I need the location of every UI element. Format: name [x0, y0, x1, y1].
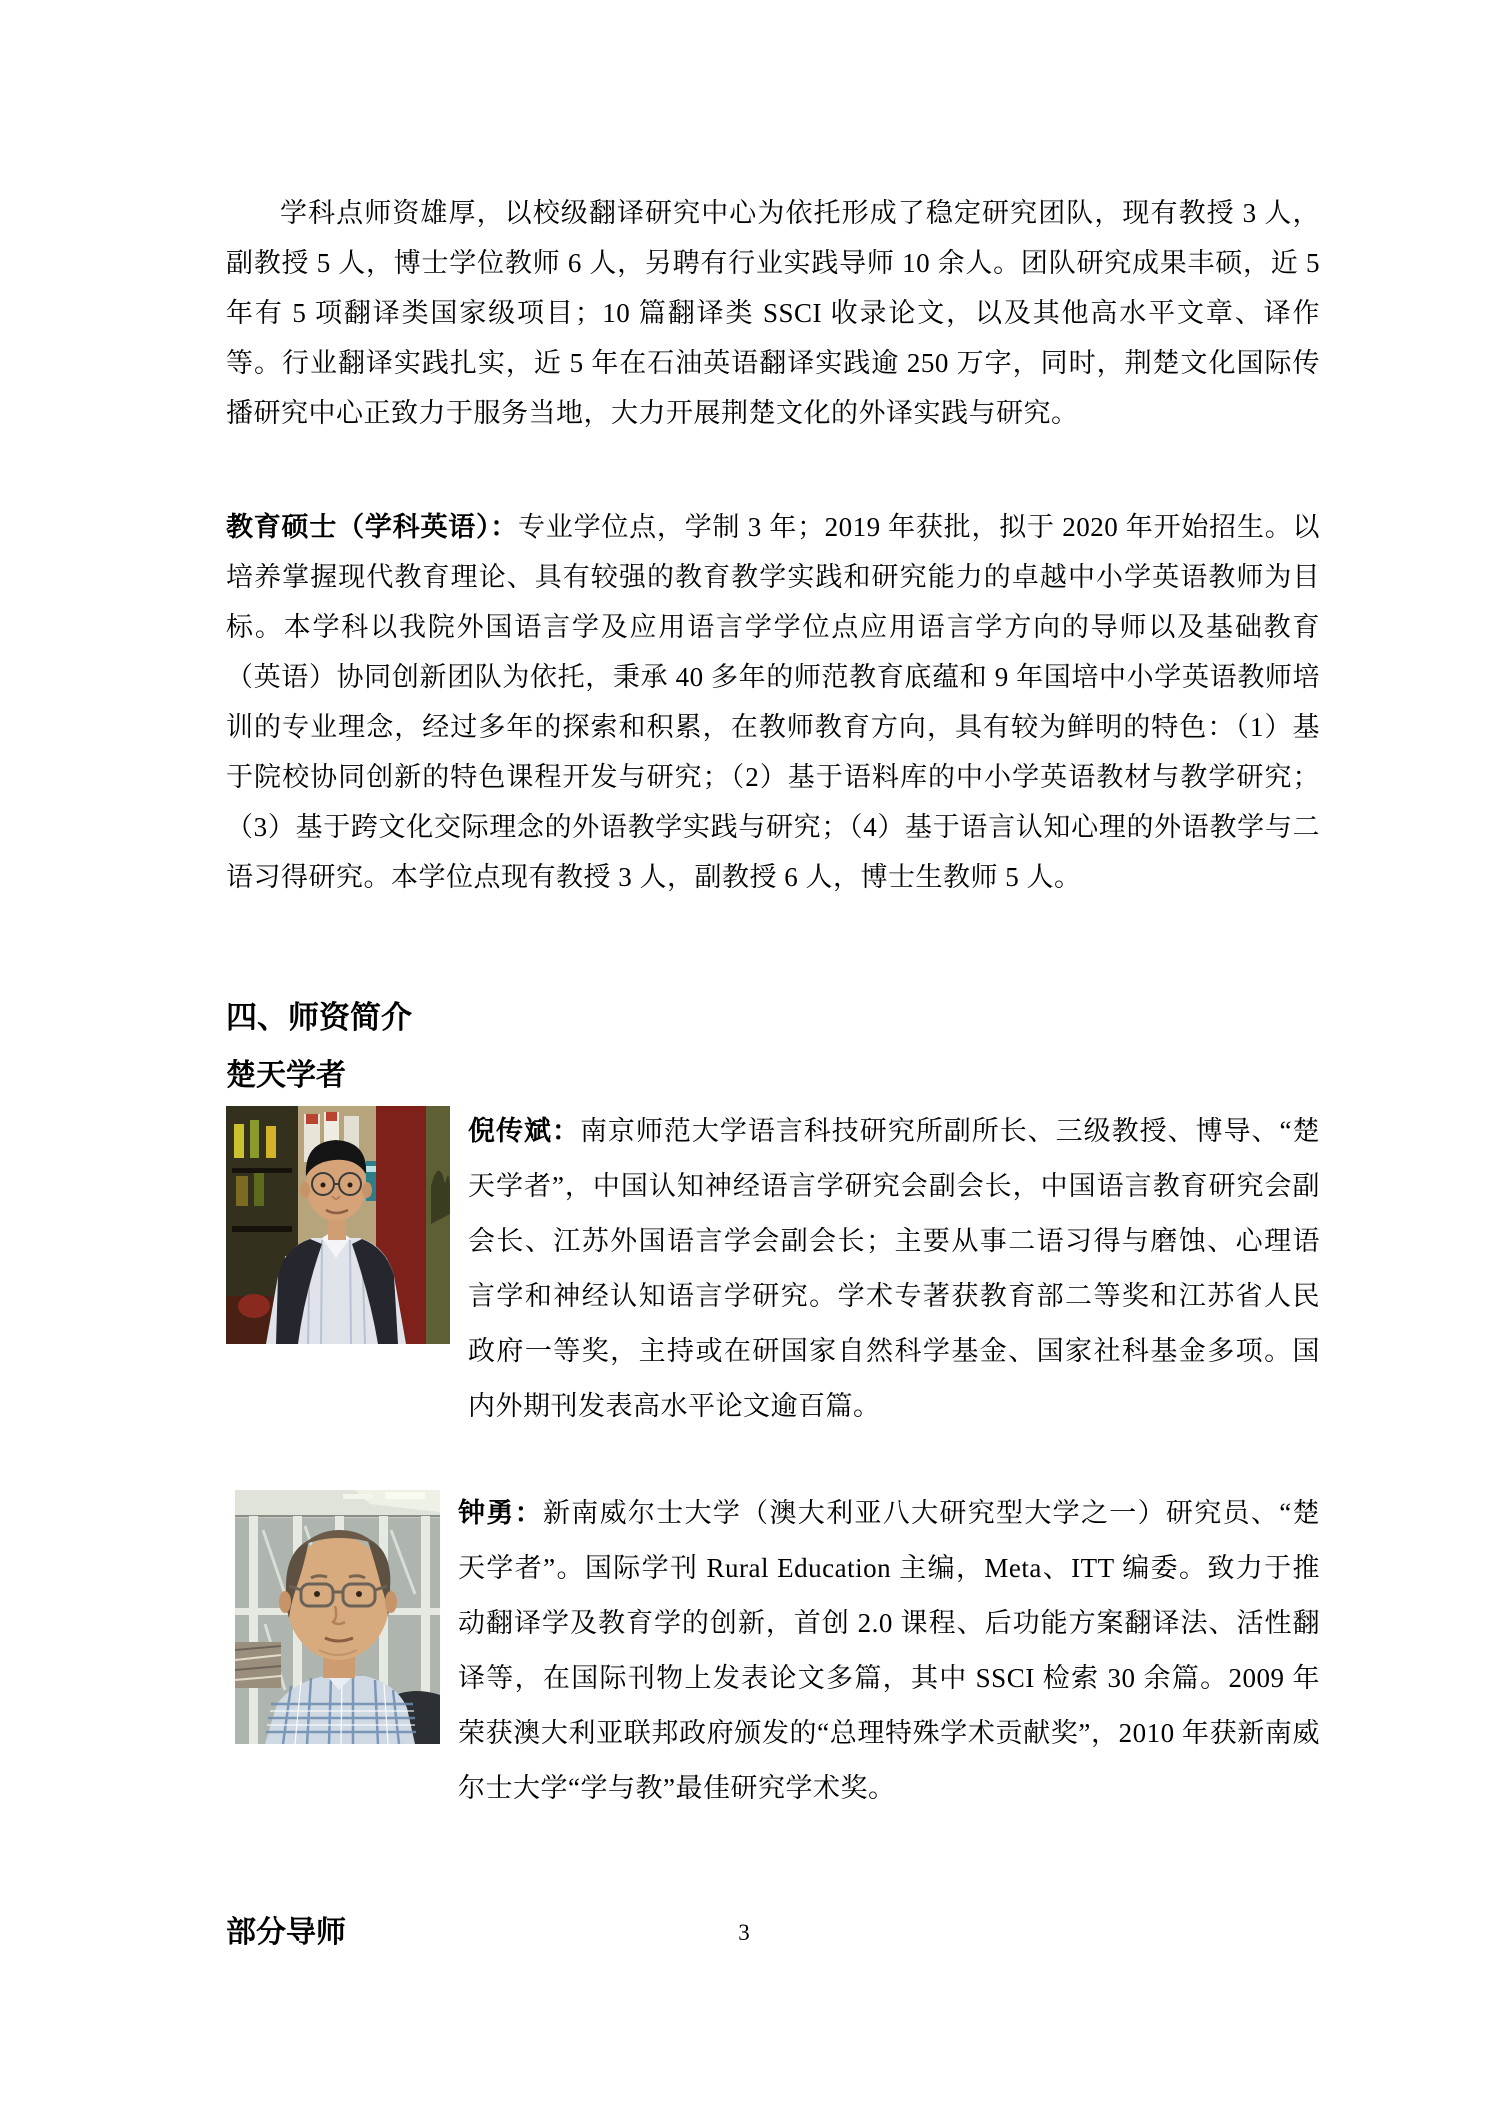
bio-text: [458, 1486, 1320, 1816]
bio-name-bold: 钟勇：: [458, 1498, 543, 1528]
bio-name-bold: 倪传斌：: [468, 1116, 580, 1146]
subsection-title-partial-mentors: 部分导师: [226, 1916, 346, 1949]
subsection-title-chutian-scholars: 楚天学者: [226, 1059, 346, 1092]
page-number: 3: [738, 1920, 750, 1945]
zhong-yong-photo: [235, 1490, 440, 1744]
bio-text: [468, 1104, 1320, 1434]
bio-zhong-yong: [226, 1486, 1320, 1816]
bio-body-text: 南京师范大学语言科技研究所副所长、三级教授、博导、“楚天学者”，中国认知神经语言学研究会副会长，中国语言教育研究会副会长、江苏外国语言学会副会长；主要从事二语习得与磨蚀、心理语言学和神经认知语言学研究。学术专著获教育部二等奖和江苏省人民政府一等奖，主持或在研国家自然科学基金、国家社科基金多项。国内外期刊发表高水平论文逾百篇。: [468, 1116, 1321, 1421]
bio-ni-chuanbin: [226, 1104, 1320, 1434]
bio-body-text: 新南威尔士大学（澳大利亚八大研究型大学之一）研究员、“楚天学者”。国际学刊 Rural Education 主编，Meta、ITT 编委。致力于推动翻译学及教育学的创新，首创 2.0 课程、后功能方案翻译法、活性翻译等，在国际刊物上发表论文多篇，其中 SSCI 检索 30 余篇。2009 年荣获澳大利亚联邦政府颁发的“总理特殊学术贡献奖”，2010 年获新南威尔士大学“学与教”最佳研究学术奖。: [458, 1498, 1320, 1803]
ni-chuanbin-photo: [226, 1106, 450, 1344]
page-content: [226, 0, 1320, 1954]
section-title-faculty-intro: 四、师资简介: [226, 1000, 412, 1035]
paragraph-text: 专业学位点，学制 3 年；2019 年获批，拟于 2020 年开始招生。以培养掌握现代教育理论、具有较强的教育教学实践和研究能力的卓越中小学英语教师为目标。本学科以我院外国语言学及应用语言学学位点应用语言学方向的导师以及基础教育（英语）协同创新团队为依托，秉承 40 多年的师范教育底蕴和 9 年国培中小学英语教师培训的专业理念，经过多年的探索和积累，在教师教育方向，具有较为鲜明的特色：（1）基于院校协同创新的特色课程开发与研究；（2）基于语料库的中小学英语教材与教学研究；（3）基于跨文化交际理念的外语教学实践与研究；（4）基于语言认知心理的外语教学与二语习得研究。本学位点现有教授 3 人，副教授 6 人，博士生教师 5 人。: [226, 512, 1320, 892]
paragraph-lead-bold: 教育硕士（学科英语）：: [226, 512, 519, 542]
paragraph-text: 学科点师资雄厚，以校级翻译研究中心为依托形成了稳定研究团队，现有教授 3 人，副教授 5 人，博士学位教师 6 人，另聘有行业实践导师 10 余人。团队研究成果丰硕，近 5 年有 5 项翻译类国家级项目；10 篇翻译类 SSCI 收录论文，以及其他高水平文章、译作等。行业翻译实践扎实，近 5 年在石油英语翻译实践逾 250 万字，同时，荆楚文化国际传播研究中心正致力于服务当地，大力开展荆楚文化的外译实践与研究。: [226, 198, 1320, 428]
paragraph-education-master: [226, 502, 1320, 902]
paragraph-discipline-strength: [226, 188, 1320, 438]
